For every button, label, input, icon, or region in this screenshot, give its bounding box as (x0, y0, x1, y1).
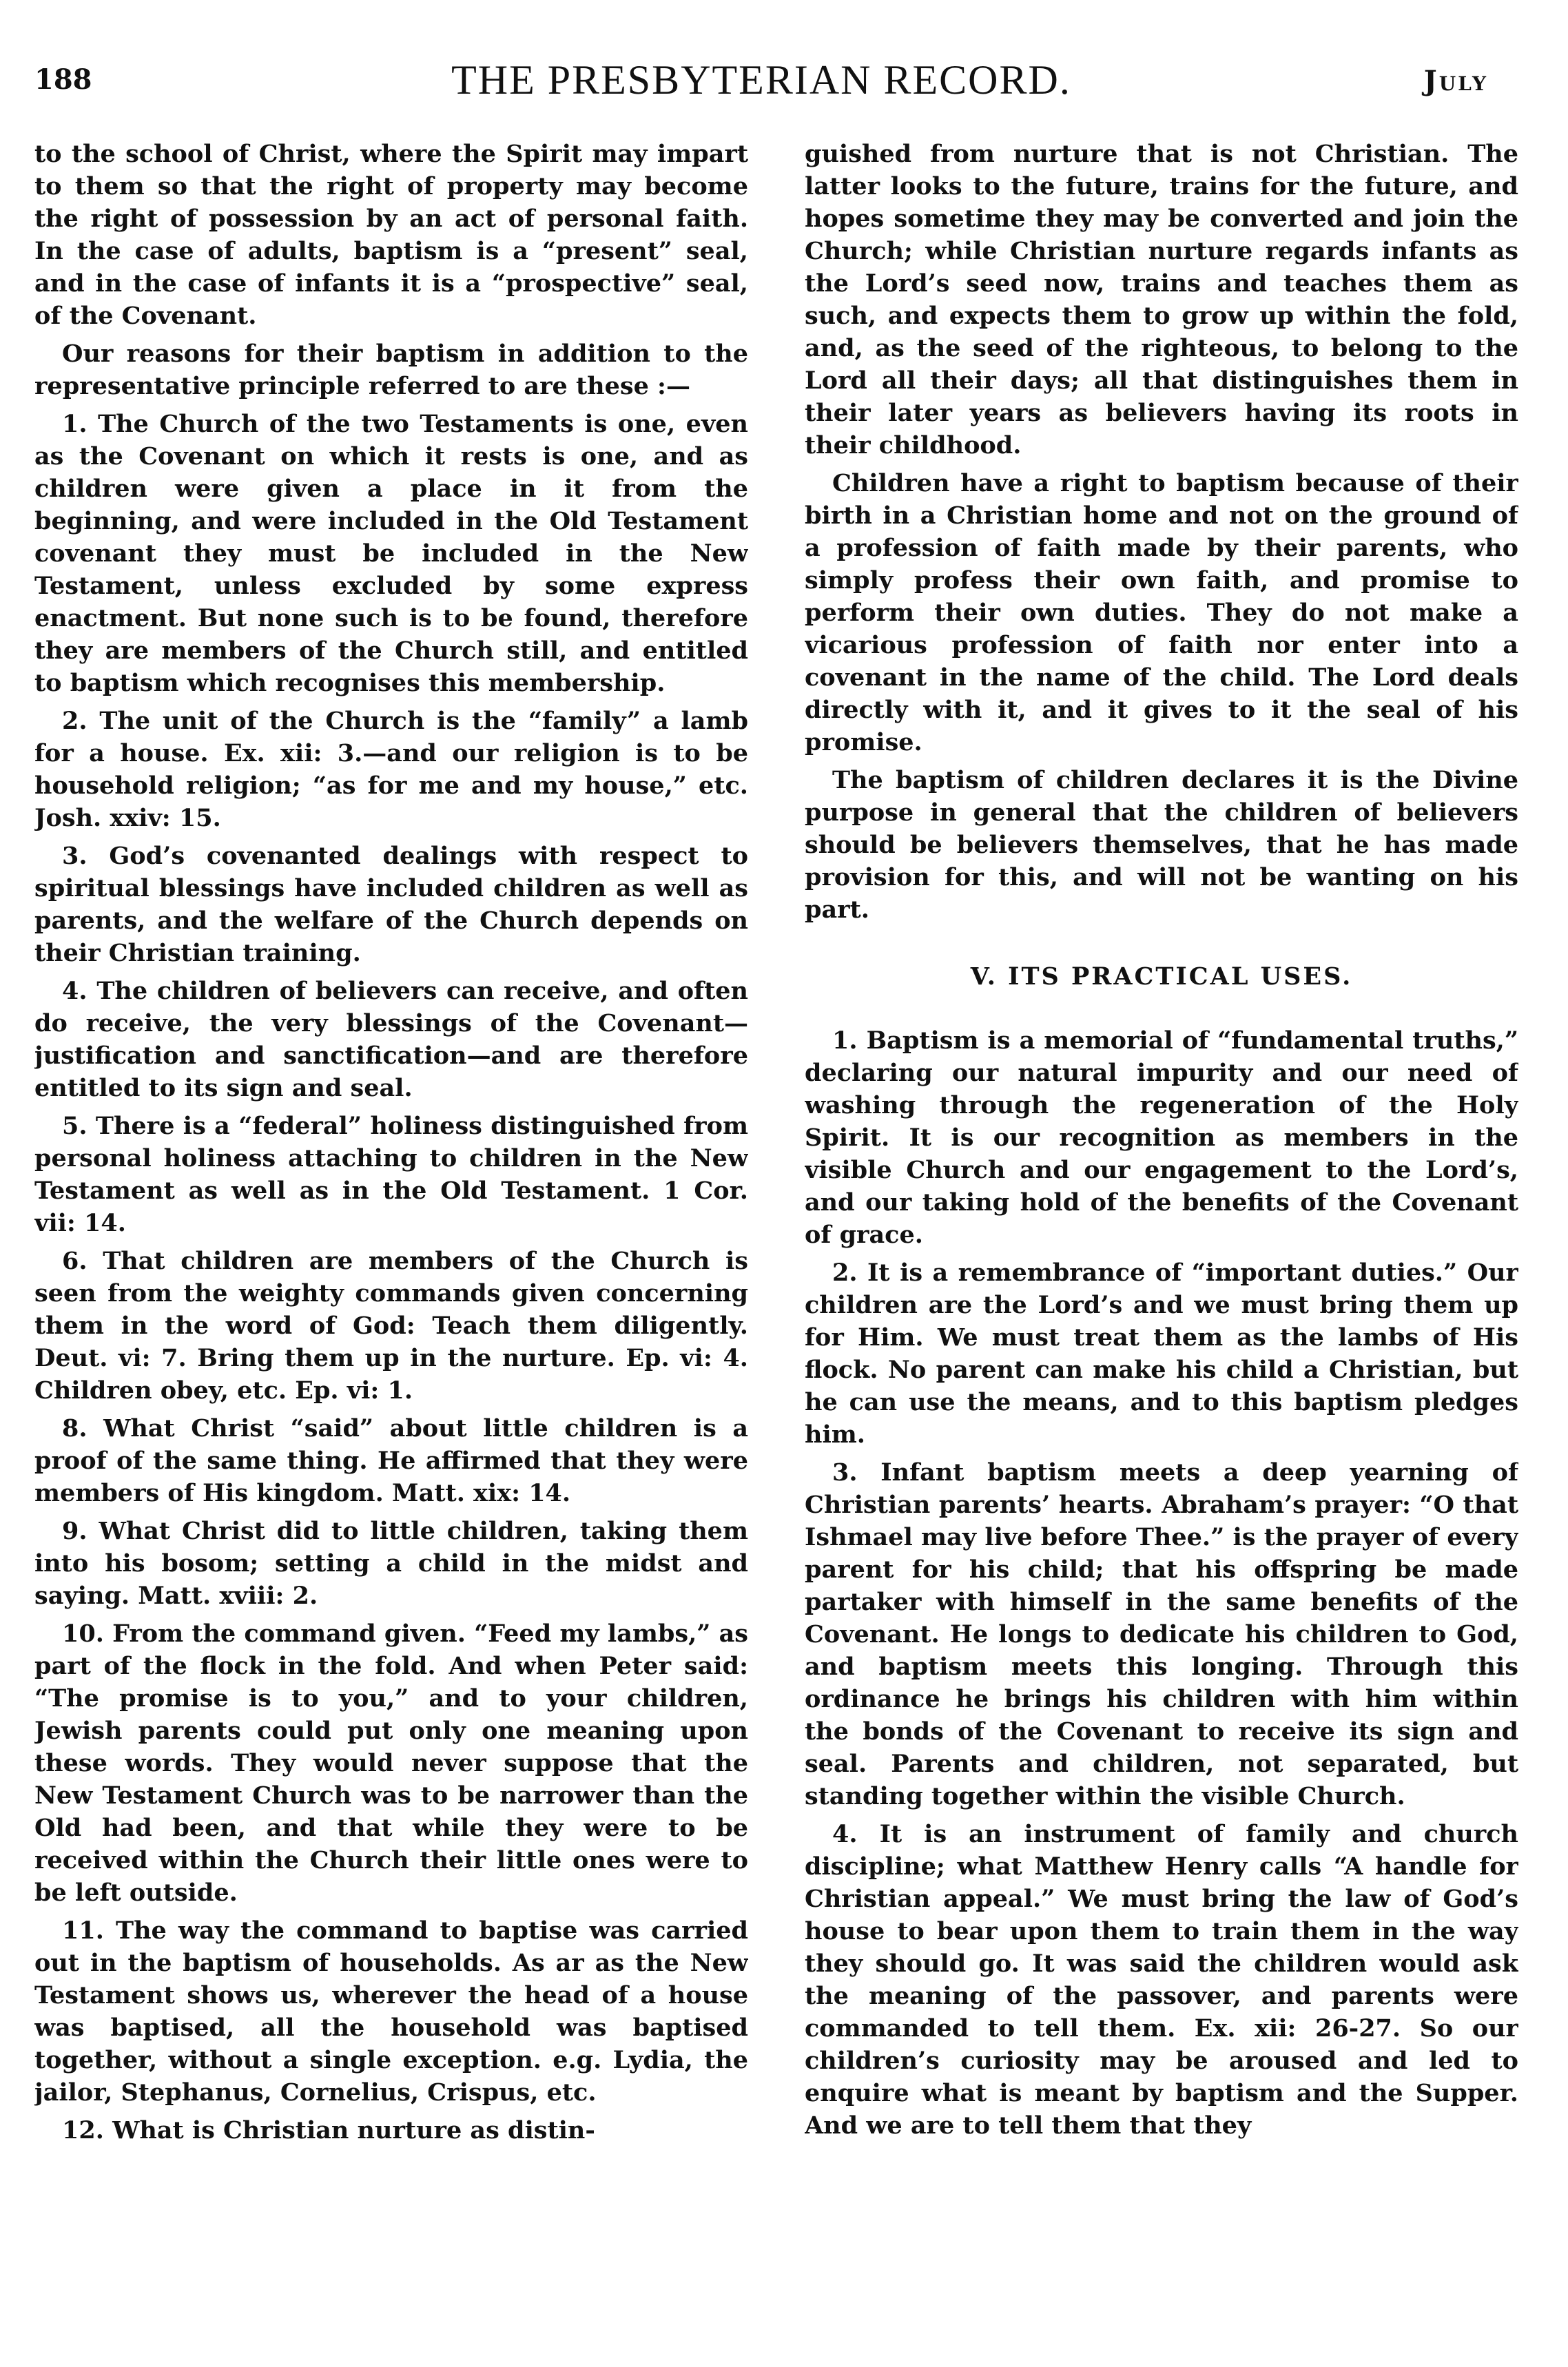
paragraph: guished from nurture that is not Christian. The latter looks to the future, trains for the future, and hopes sometime they may be converted and join the Church; while Christian nurture regards infants as the Lord’s seed now, trains and teaches them as such, and expects them to grow up within the fold, and, as the seed of the righteous, to belong to the Lord all their days; all that distinguishes them in their later years as believers having its roots in their childhood. (805, 140, 1518, 459)
paragraph: 5. There is a “federal” holiness distinguished from personal holiness attaching to children in the New Testament as well as in the Old Testament. 1 Cor. vii: 14. (34, 1112, 748, 1237)
section-heading: V. ITS PRACTICAL USES. (970, 962, 1353, 991)
left-column (34, 138, 748, 2328)
paragraph: 3. God’s covenanted dealings with respect to spiritual blessings have included children as well as parents, and the welfare of the Church depends on their Christian training. (34, 842, 748, 967)
page-header (34, 56, 1488, 118)
right-column (805, 138, 1518, 2328)
paragraph: 8. What Christ “said” about little children is a proof of the same thing. He affirmed that they were members of His kingdom. Matt. xix: 14. (34, 1414, 748, 1507)
paragraph: The baptism of children declares it is the Divine purpose in general that the children of believers should be believers themselves, that he has made provision for this, and will not be wanting on his part. (805, 766, 1518, 924)
issue-month: July (1423, 65, 1488, 97)
paragraph: to the school of Christ, where the Spirit may impart to them so that the right of property may become the right of possession by an act of personal faith. In the case of adults, baptism is a “present” seal, and in the case of infants it is a “prospective” seal, of the Covenant. (34, 140, 748, 330)
paragraph: 3. Infant baptism meets a deep yearning of Christian parents’ hearts. Abraham’s prayer: “O that Ishmael may live before Thee.” is the prayer of every parent for his child; that his offspring be made partaker with himself in the same benefits of the Covenant. He longs to dedicate his children to God, and baptism meets this longing. Through this ordinance he brings his children with him within the bonds of the Covenant to receive its sign and seal. Parents and children, not separated, but standing together within the visible Church. (805, 1458, 1518, 1810)
paragraph: 1. Baptism is a memorial of “fundamental truths,” declaring our natural impurity and our need of washing through the regeneration of the Holy Spirit. It is our recognition as members in the visible Church and our engagement to the Lord’s, and our taking hold of the benefits of the Covenant of grace. (805, 1026, 1518, 1249)
page-number: 188 (34, 63, 92, 96)
paragraph: 12. What is Christian nurture as distin- (62, 2116, 595, 2144)
paragraph: 11. The way the command to baptise was carried out in the baptism of households. As ar as the New Testament shows us, wherever the head of a house was baptised, all the household was baptised together, without a single exception. e.g. Lydia, the jailor, Stephanus, Cornelius, Crispus, etc. (34, 1916, 748, 2107)
paragraph: 10. From the command given. “Feed my lambs,” as part of the flock in the fold. And when Peter said: “The promise is to you,” and to your children, Jewish parents could put only one meaning upon these words. They would never suppose that the New Testament Church was to be narrower than the Old had been, and that while they were to be received within the Church their little ones were to be left outside. (34, 1620, 748, 1907)
paragraph: 2. The unit of the Church is the “family” a lamb for a house. Ex. xii: 3.—and our religion is to be household religion; “as for me and my house,” etc. Josh. xxiv: 15. (34, 707, 748, 832)
paragraph: Our reasons for their baptism in addition to the representative principle referred to are these :— (34, 340, 748, 400)
paragraph: Children have a right to baptism because of their birth in a Christian home and not on the ground of a profession of faith made by their parents, who simply profess their own faith, and promise to perform their own duties. They do not make a vicarious profession of faith nor enter into a covenant in the name of the child. The Lord deals directly with it, and it gives to it the seal of his promise. (805, 469, 1518, 756)
paragraph: 9. What Christ did to little children, taking them into his bosom; setting a child in the midst and saying. Matt. xviii: 2. (34, 1517, 748, 1610)
paragraph: 2. It is a remembrance of “important duties.” Our children are the Lord’s and we must bring them up for Him. We must treat them as the lambs of His flock. No parent can make his child a Christian, but he can use the means, and to this baptism pledges him. (805, 1259, 1518, 1449)
paragraph: 6. That children are members of the Church is seen from the weighty commands given concerning them in the word of God: Teach them diligently. Deut. vi: 7. Bring them up in the nurture. Ep. vi: 4. Children obey, etc. Ep. vi: 1. (34, 1247, 748, 1405)
paragraph: 4. It is an instrument of family and church discipline; what Matthew Henry calls “A handle for Christian appeal.” We must bring the law of God’s house to bear upon them to train them in the way they should go. It was said the children would ask the meaning of the passover, and parents were commanded to tell them. Ex. xii: 26-27. So our children’s curiosity may be aroused and led to enquire what is meant by baptism and the Supper. And we are to tell them that they (805, 1820, 1518, 2140)
paragraph: 1. The Church of the two Testaments is one, even as the Covenant on which it rests is one, and as children were given a place in it from the beginning, and were included in the Old Testament covenant they must be included in the New Testament, unless excluded by some express enactment. But none such is to be found, therefore they are members of the Church still, and entitled to baptism which recognises this membership. (34, 410, 748, 697)
paragraph: 4. The children of believers can receive, and often do receive, the very blessings of the Covenant—justification and sanctification—and are therefore entitled to its sign and seal. (34, 977, 748, 1102)
masthead-title: THE PRESBYTERIAN RECORD. (451, 57, 1071, 103)
